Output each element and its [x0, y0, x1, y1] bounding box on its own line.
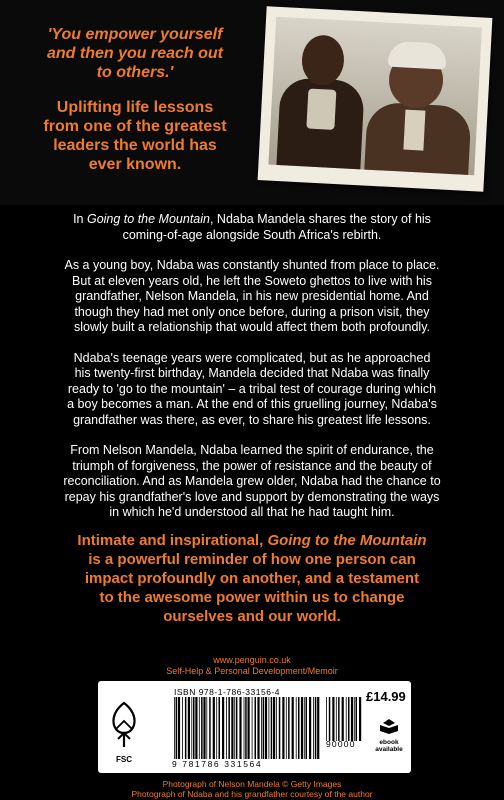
barcode-bar	[178, 697, 180, 759]
barcode-bar	[329, 697, 331, 741]
barcode-bar	[292, 697, 294, 759]
fsc-label: FSC	[116, 755, 132, 764]
barcode-bar	[203, 697, 205, 759]
barcode-bar	[239, 697, 241, 759]
barcode-bar	[176, 697, 178, 759]
barcode-bar	[231, 697, 233, 759]
barcode-bar	[356, 697, 358, 741]
barcode-bar	[191, 697, 192, 759]
quote-line: to others.'	[96, 64, 174, 81]
tagline-line: leaders the world has	[53, 137, 217, 154]
barcode-bar	[306, 697, 308, 759]
barcode-bar	[248, 697, 250, 759]
barcode-bar	[216, 697, 217, 759]
credit-line: Photograph of Ndaba and his grandfather courtesy of the author	[131, 789, 373, 799]
blurb-paragraph-4: From Nelson Mandela, Ndaba learned the spirit of endurance, the triumph of forgiveness, the power of resistance and the beauty of reconciliation. And as Mandela grew older, Ndaba had the chance to repay his grandfather's love and support by demonstrating the ways in which he'd understood all that he had taught him.	[63, 443, 441, 519]
barcode-bar	[273, 697, 275, 759]
barcode-bar	[174, 697, 175, 759]
barcode-bar	[222, 697, 224, 759]
barcode-bar	[269, 697, 270, 759]
barcode-bar	[234, 697, 235, 759]
photo-polaroid	[258, 6, 493, 192]
barcode-bar	[342, 697, 344, 741]
barcode-bar	[244, 697, 245, 759]
barcode-bar	[271, 697, 273, 759]
barcode-bar	[315, 697, 317, 759]
barcode-bar	[298, 697, 300, 759]
barcode-digits: 9 781786 331564	[172, 759, 263, 769]
blurb	[42, 212, 462, 536]
publisher-info	[0, 655, 504, 677]
barcode-bar	[354, 697, 355, 741]
barcode-lines	[174, 697, 322, 759]
blurb-paragraph-1: In Going to the Mountain, Ndaba Mandela shares the story of his coming-of-age alongside South Africa's rebirth.	[73, 212, 431, 242]
barcode-bar	[332, 697, 334, 741]
barcode-bar	[346, 697, 347, 741]
quote-line: and then you reach out	[46, 45, 223, 62]
barcode-bar	[245, 697, 247, 759]
barcode-bar	[263, 697, 265, 759]
blurb-paragraph-3: Ndaba's teenage years were complicated, but as he approached his twenty-first birthday, Mandela decided that Ndaba was finally ready to 'go to the mountain' – a tribal test of courage during which a boy becomes a man. At the end of this gruelling journey, Ndaba's grandfather was there, as ever, to share his greatest life lessons.	[67, 350, 437, 427]
barcode-bar	[265, 697, 267, 759]
tagline-line: Uplifting life lessons	[56, 99, 214, 116]
photo-credits	[0, 779, 504, 799]
barcode-bar	[185, 697, 187, 759]
barcode-bar	[304, 697, 305, 759]
barcode-bar	[317, 697, 319, 759]
price-addon-barcode	[326, 697, 362, 741]
barcode-bar	[282, 697, 284, 759]
credit-line: Photograph of Nelson Mandela © Getty Images	[162, 779, 342, 789]
blurb-paragraph-2: As a young boy, Ndaba was constantly shunted from place to place. But at eleven years old, he left the Soweto ghettos to live with his grandfather, Nelson Mandela, in his new presidential home. And though they had met only once before, during a prison visit, they slowly built a relationship that would affect them both profoundly.	[64, 258, 440, 334]
barcode-bar	[195, 697, 197, 759]
barcode-bar	[219, 697, 221, 759]
ebook-reader-icon	[378, 717, 400, 735]
barcode-bar	[209, 697, 211, 759]
pull-quote	[30, 25, 240, 82]
barcode-bar	[213, 697, 215, 759]
barcode-bar	[201, 697, 203, 759]
ebook-available-label: ebook available	[375, 739, 403, 753]
barcode-bar	[359, 697, 361, 741]
fsc-tree-icon	[104, 699, 144, 755]
barcode-bar	[199, 697, 200, 759]
barcode-bar	[338, 697, 340, 741]
barcode-panel	[98, 681, 411, 773]
barcode-bar	[348, 697, 350, 741]
photo-ndaba-and-mandela	[268, 17, 481, 176]
barcode-bar	[255, 697, 257, 759]
tagline-line: ever known.	[88, 156, 182, 173]
barcode-bar	[279, 697, 281, 759]
barcode-bar	[301, 697, 303, 759]
barcode-bar	[296, 697, 297, 759]
barcode-bar	[226, 697, 227, 759]
barcode-bar	[313, 697, 314, 759]
barcode-bar	[261, 697, 262, 759]
barcode-bar	[257, 697, 259, 759]
barcode-bar	[252, 697, 253, 759]
barcode-bar	[336, 697, 337, 741]
barcode-bar	[288, 697, 290, 759]
barcode-bar	[188, 697, 190, 759]
barcode-bar	[286, 697, 287, 759]
book-title: Going to the Mountain	[267, 532, 427, 549]
barcode-bar	[206, 697, 207, 759]
publisher-url: www.penguin.co.uk	[213, 655, 291, 665]
book-category: Self-Help & Personal Development/Memoir	[166, 666, 338, 676]
quote-line: 'You empower yourself	[47, 26, 223, 43]
addon-digits: 90000	[326, 739, 356, 749]
barcode-bar	[228, 697, 230, 759]
barcode-bar	[193, 697, 195, 759]
book-title: Going to the Mountain	[86, 212, 210, 226]
barcode-bar	[276, 697, 277, 759]
barcode-bar	[236, 697, 238, 759]
barcode-bar	[351, 697, 353, 741]
barcode-bar	[182, 697, 183, 759]
barcode-bar	[326, 697, 327, 741]
tagline	[30, 98, 240, 174]
closing-statement: Intimate and inspirational, Going to the Mountain is a powerful reminder of how one person can impact profoundly on another, and a testament to the awesome power within us to change ourselves and our world.	[77, 532, 427, 625]
tagline-line: from one of the greatest	[43, 118, 227, 135]
barcode-bar	[309, 697, 311, 759]
price: £14.99	[366, 689, 406, 704]
isbn-number: ISBN 978-1-786-33156-4	[174, 687, 280, 697]
